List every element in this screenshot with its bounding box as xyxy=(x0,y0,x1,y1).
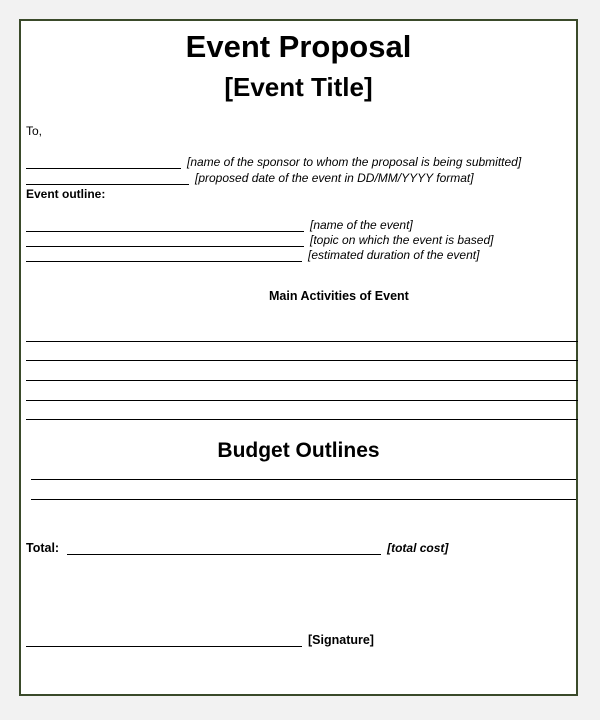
budget-line-1[interactable] xyxy=(31,479,576,480)
main-activities-heading: Main Activities of Event xyxy=(269,289,409,303)
sponsor-name-blank[interactable] xyxy=(26,156,181,169)
event-duration-hint: [estimated duration of the event] xyxy=(308,248,480,262)
activities-line-2[interactable] xyxy=(26,360,578,361)
event-duration-blank[interactable] xyxy=(26,249,302,262)
budget-line-2[interactable] xyxy=(31,499,576,500)
document-page xyxy=(19,19,578,696)
proposed-date-hint: [proposed date of the event in DD/MM/YYYY format] xyxy=(195,171,474,185)
event-outline-label: Event outline: xyxy=(26,187,106,201)
sponsor-name-hint: [name of the sponsor to whom the proposal is being submitted] xyxy=(187,155,522,169)
total-field[interactable] xyxy=(26,539,448,555)
event-name-field[interactable] xyxy=(26,216,413,232)
signature-hint: [Signature] xyxy=(308,633,374,647)
activities-line-1[interactable] xyxy=(26,341,578,342)
event-topic-hint: [topic on which the event is based] xyxy=(310,233,494,247)
activities-line-4[interactable] xyxy=(26,400,578,401)
total-label: Total: xyxy=(26,541,60,555)
total-cost-hint: [total cost] xyxy=(387,541,449,555)
total-blank[interactable] xyxy=(67,542,381,555)
sponsor-name-field[interactable] xyxy=(26,153,521,169)
event-topic-field[interactable] xyxy=(26,231,493,247)
to-label: To, xyxy=(26,124,43,138)
event-name-hint: [name of the event] xyxy=(310,218,413,232)
proposed-date-field[interactable] xyxy=(26,169,474,185)
document-title: Event Proposal xyxy=(185,29,412,64)
signature-field[interactable] xyxy=(26,631,374,647)
signature-blank[interactable] xyxy=(26,634,302,647)
event-title-placeholder: [Event Title] xyxy=(224,72,373,102)
event-duration-field[interactable] xyxy=(26,246,479,262)
activities-line-5[interactable] xyxy=(26,419,578,420)
activities-line-3[interactable] xyxy=(26,380,578,381)
proposed-date-blank[interactable] xyxy=(26,172,189,185)
budget-outlines-heading: Budget Outlines xyxy=(217,439,380,462)
